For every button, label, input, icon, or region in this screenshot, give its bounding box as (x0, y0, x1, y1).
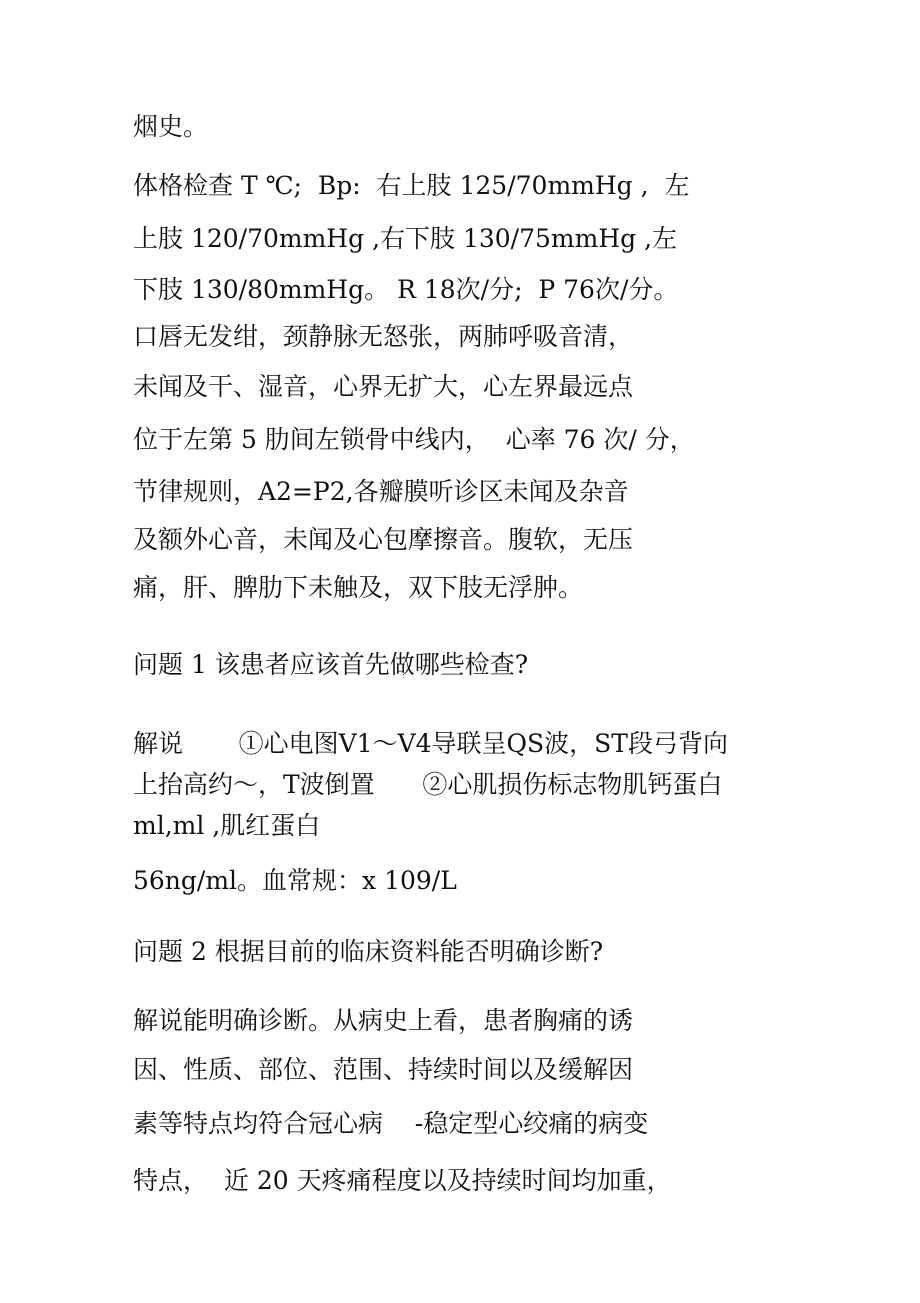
text-line: 痛，肝、脾肋下未触及，双下肢无浮肿。 (133, 573, 584, 602)
question-heading: 问题 2 根据目前的临床资料能否明确诊断? (133, 937, 604, 966)
text-line: 因、性质、部位、范围、持续时间以及缓解因 (133, 1055, 634, 1084)
text-line: 及额外心音，未闻及心包摩擦音。腹软，无压 (133, 525, 634, 554)
text-line: 口唇无发绀，颈静脉无怒张，两肺呼吸音清， (133, 322, 634, 351)
text-line: 素等特点均符合冠心病 -稳定型心绞痛的病变 (133, 1109, 649, 1138)
text-line: ml,ml ,肌红蛋白 (133, 811, 321, 840)
text-line: 下肢 130/80mmHg。 R 18次/分; P 76次/分。 (133, 275, 679, 304)
text-line: 未闻及干、湿音，心界无扩大，心左界最远点 (133, 372, 634, 401)
text-line: 位于左第 5 肋间左锁骨中线内， 心率 76 次/ 分， (133, 425, 695, 454)
text-line: 烟史。 (133, 112, 209, 141)
text-line: 解说能明确诊断。从病史上看，患者胸痛的诱 (133, 1006, 634, 1035)
text-line: 56ng/ml。血常规：x 109/L (133, 866, 457, 895)
question-heading: 问题 1 该患者应该首先做哪些检查? (133, 650, 529, 679)
text-line: 上肢 120/70mmHg ,右下肢 130/75mmHg ,左 (133, 224, 678, 253)
text-line: 解说 ①心电图V1～V4导联呈QS波，ST段弓背向 (133, 729, 728, 758)
text-line: 节律规则，A2=P2,各瓣膜听诊区未闻及杂音 (133, 477, 629, 506)
text-line: 体格检查 T ℃; Bp: 右上肢 125/70mmHg , 左 (133, 171, 690, 200)
text-line: 特点， 近 20 天疼痛程度以及持续时间均加重， (133, 1166, 672, 1195)
text-line: 上抬高约～，T波倒置 ②心肌损伤标志物肌钙蛋白 (133, 770, 723, 799)
